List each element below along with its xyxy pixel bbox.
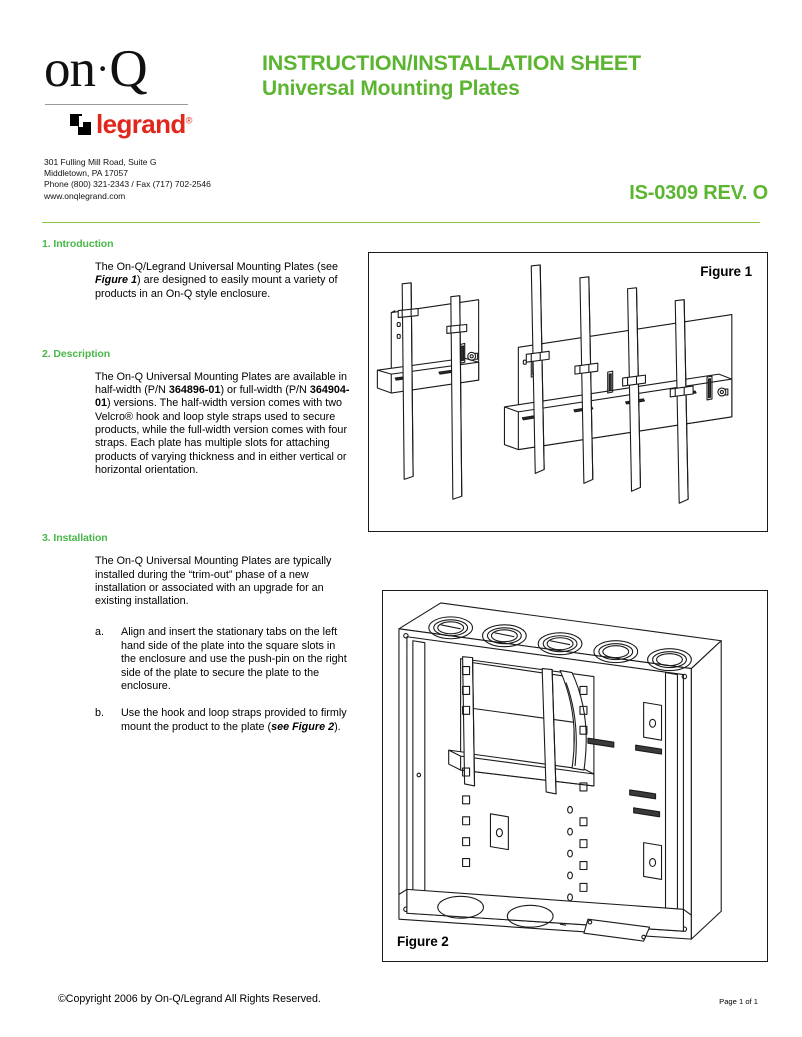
figure-2-label: Figure 2 bbox=[397, 934, 449, 949]
company-address bbox=[44, 157, 211, 202]
document-title-line2: Universal Mounting Plates bbox=[262, 77, 520, 100]
step-b-text-part2: ). bbox=[334, 720, 341, 733]
section-introduction bbox=[42, 238, 352, 301]
onq-logo-text: on bbox=[44, 40, 95, 98]
step-b-text bbox=[121, 707, 352, 734]
intro-text-part2: ) are designed to easily mount a variety of products in an On-Q style enclosure. bbox=[95, 274, 338, 300]
section-installation-heading: 3. Installation bbox=[42, 532, 108, 545]
document-title-line1: INSTRUCTION/INSTALLATION SHEET bbox=[262, 51, 641, 75]
header-divider-rule bbox=[42, 222, 760, 223]
section-description-heading: 2. Description bbox=[42, 347, 111, 360]
section-description-body bbox=[95, 371, 352, 477]
section-description bbox=[42, 348, 352, 477]
part-number-full-width: 364904-01 bbox=[95, 384, 350, 410]
step-b-figure-reference: see Figure 2 bbox=[271, 720, 335, 733]
address-line-street: 301 Fulling Mill Road, Suite G bbox=[44, 157, 157, 167]
step-b-marker: b. bbox=[95, 707, 105, 720]
section-introduction-body bbox=[95, 261, 352, 301]
document-number: IS-0309 REV. O bbox=[629, 182, 768, 204]
intro-text-part1: The On-Q/Legrand Universal Mounting Plates (see bbox=[95, 261, 339, 273]
document-header bbox=[0, 0, 802, 215]
section-introduction-heading: 1. Introduction bbox=[42, 238, 114, 250]
step-a-marker: a. bbox=[95, 626, 105, 639]
figure-2-container bbox=[382, 590, 768, 962]
onq-logo bbox=[44, 40, 244, 99]
step-b-text-part1: Use the hook and loop straps provided to firmly mount the product to the plate ( bbox=[121, 707, 347, 733]
page-number: Page 1 of 1 bbox=[719, 997, 758, 1006]
legrand-registered-mark: ® bbox=[185, 115, 192, 126]
onq-logo-dot: · bbox=[96, 46, 109, 92]
section-installation-body bbox=[95, 555, 352, 608]
onq-logo-q: Q bbox=[109, 40, 147, 98]
desc-text-part1: The On-Q Universal Mounting Plates are available in half-width (P/N bbox=[95, 370, 348, 397]
copyright-notice: ©Copyright 2006 by On-Q/Legrand All Rights Reserved. bbox=[58, 993, 321, 1005]
figure-1-label: Figure 1 bbox=[700, 264, 752, 279]
legrand-wordmark-text: legrand bbox=[96, 109, 186, 139]
document-title bbox=[262, 51, 641, 101]
address-line-city: Middletown, PA 17057 bbox=[44, 168, 128, 179]
legrand-wordmark bbox=[96, 111, 192, 137]
figure-1-container bbox=[368, 252, 768, 532]
part-number-half-width: 364896-01 bbox=[168, 384, 221, 397]
brand-logo-block bbox=[44, 40, 244, 139]
document-footer bbox=[0, 977, 802, 1037]
address-line-phone: Phone (800) 321-2343 / Fax (717) 702-2546 bbox=[44, 179, 211, 190]
installation-steps-list bbox=[95, 626, 352, 734]
figure-2-drawing bbox=[383, 591, 767, 961]
installation-intro-text: The On-Q Universal Mounting Plates are typically installed during the “trim-out” phase of a new installation or associated with an upgrade for an existing installation. bbox=[95, 555, 332, 608]
intro-figure-reference: Figure 1 bbox=[95, 274, 137, 287]
legrand-logo bbox=[70, 111, 244, 137]
legrand-bracket-icon bbox=[70, 114, 91, 135]
section-installation bbox=[42, 532, 352, 734]
step-a-text: Align and insert the stationary tabs on the left hand side of the plate into the square slots in the enclosure and use the push-pin on the right side of the plate to secure the plate to the enclosure. bbox=[121, 626, 347, 693]
figure-1-drawing bbox=[369, 253, 767, 531]
installation-step-b bbox=[95, 707, 352, 734]
desc-text-part2: ) or full-width (P/N bbox=[220, 384, 310, 397]
installation-step-a bbox=[95, 626, 352, 693]
brand-divider bbox=[45, 104, 188, 105]
content-left-column bbox=[42, 238, 352, 748]
desc-text-part3: ) versions. The half-width version comes with two Velcro® hook and loop style straps used to secure products, while the full-width version comes with four straps. Each plate has multiple slots for attaching products of varying thickness and in either vertical or horizontal orientation. bbox=[95, 397, 348, 476]
address-line-website: www.onqlegrand.com bbox=[44, 190, 126, 201]
